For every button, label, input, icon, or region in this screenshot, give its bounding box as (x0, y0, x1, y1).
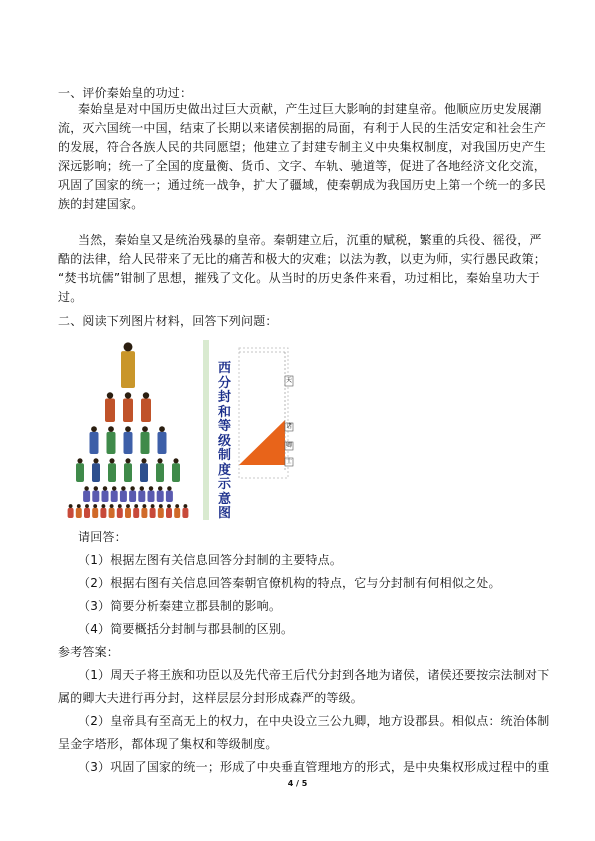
question-1: （1）根据左图有关信息回答分封制的主要特点。 (78, 553, 343, 567)
pyramid-figure (140, 458, 148, 482)
pyramid-figure (92, 486, 99, 502)
pyramid-figures (63, 340, 193, 520)
pyramid-figure (90, 426, 99, 454)
paragraph-line: 当然，秦始皇又是统治残暴的皇帝。秦朝建立后，沉重的赋税，繁重的兵役、徭役，严 (78, 233, 542, 247)
pyramid-figure (76, 458, 84, 482)
diagram-label-shi: 士 (286, 458, 293, 465)
pyramid-figure (92, 458, 100, 482)
pyramid-figure (92, 504, 98, 518)
pyramid-figure (68, 504, 74, 518)
paragraph-line: 巩固了国家的统一；通过统一战争，扩大了疆域，使秦朝成为我国历史上第一个统一的多民 (58, 178, 547, 192)
paragraph-line: 酷的法律，给人民带来了无比的痛苦和极大的灾难；以法为教，以吏为师，实行愚民政策； (58, 252, 547, 266)
pyramid-figure (156, 458, 164, 482)
paragraph-line: 深远影响；统一了全国的度量衡、货币、文字、车轨、驰道等，促进了各地经济文化交流， (58, 159, 547, 173)
pyramid-figure (133, 504, 139, 518)
diagram-label-qing: 卿 (286, 442, 293, 449)
pyramid-figure (148, 486, 155, 502)
ask-label: 请回答： (78, 530, 127, 544)
answer-heading: 参考答案： (58, 645, 120, 659)
pyramid-figure (157, 486, 164, 502)
feudal-pyramid-image (63, 340, 193, 520)
pyramid-figure (150, 504, 156, 518)
paragraph-line: “焚书坑儒”钳制了思想，摧残了文化。从当时的历史条件来看，功过相比，秦始皇功大于 (58, 271, 540, 285)
pyramid-figure (141, 504, 147, 518)
pyramid-figure (83, 486, 90, 502)
pyramid-figure (141, 392, 151, 422)
pyramid-figure (172, 458, 180, 482)
diagram-title: 西分封和等级制度示意图 (218, 361, 232, 521)
pyramid-figure (123, 392, 133, 422)
question-3: （3）简要分析秦建立郡县制的影响。 (78, 599, 282, 613)
diagram-label-zhu: 诸 (286, 423, 293, 430)
question-4: （4）简要概括分封制与郡县制的区别。 (78, 622, 294, 636)
paragraph-line: 的发展，符合各族人民的共同愿望；他建立了封建专制主义中央集权制度，对我国历史产生 (58, 140, 547, 154)
pyramid-figure (124, 426, 133, 454)
pyramid-figure (158, 504, 164, 518)
pyramid-figure (109, 504, 115, 518)
pyramid-figure (76, 504, 82, 518)
pyramid-figure (138, 486, 145, 502)
paragraph-line: 过。 (58, 290, 83, 304)
pyramid-figure (102, 486, 109, 502)
pyramid-figure (120, 486, 127, 502)
pyramid-figure (141, 426, 150, 454)
question-2: （2）根据右图有关信息回答秦朝官僚机构的特点，它与分封制有何相似之处。 (78, 576, 501, 590)
page-number: 4 / 5 (287, 779, 308, 788)
pyramid-figure (166, 486, 173, 502)
paragraph-line: 流，灭六国统一中国，结束了长期以来诸侯割据的局面，有利于人民的生活安定和社会生产 (58, 121, 547, 135)
section2-heading: 二、阅读下列图片材料，回答下列问题： (58, 314, 278, 328)
pyramid-figure (129, 486, 136, 502)
paragraph-line: 族的封建国家。 (58, 197, 144, 211)
pyramid-figure (105, 392, 115, 422)
pyramid-figure (111, 486, 118, 502)
answer-line: （3）巩固了国家的统一；形成了中央垂直管理地方的形式，是中央集权形成过程中的重 (78, 760, 550, 774)
feudal-hierarchy-diagram (203, 340, 308, 520)
pyramid-figure (100, 504, 106, 518)
pyramid-figure (121, 342, 135, 388)
paragraph-line: 秦始皇是对中国历史做出过巨大贡献，产生过巨大影响的封建皇帝。他顺应历史发展潮 (78, 102, 542, 116)
pyramid-figure (166, 504, 172, 518)
pyramid-figure (158, 426, 167, 454)
pyramid-figure (107, 426, 116, 454)
pyramid-figure (117, 504, 123, 518)
pyramid-figure (182, 504, 188, 518)
answer-line: 呈金字塔形，都体现了集权和等级制度。 (58, 737, 278, 751)
pyramid-figure (125, 504, 131, 518)
diagram-label-tian: 天 (286, 377, 293, 384)
pyramid-figure (174, 504, 180, 518)
answer-line: （1）周天子将王族和功臣以及先代帝王后代分封到各地为诸侯，诸侯还要按宗法制对下 (78, 668, 550, 682)
answer-line: （2）皇帝具有至高无上的权力，在中央设立三公九卿，地方设郡县。相似点：统治体制 (78, 714, 550, 728)
answer-line: 属的卿大夫进行再分封，这样层层分封形成森严的等级。 (58, 691, 364, 705)
pyramid-figure (108, 458, 116, 482)
pyramid-figure (84, 504, 90, 518)
pyramid-figure (124, 458, 132, 482)
section1-heading: 一、评价秦始皇的功过： (58, 86, 193, 100)
